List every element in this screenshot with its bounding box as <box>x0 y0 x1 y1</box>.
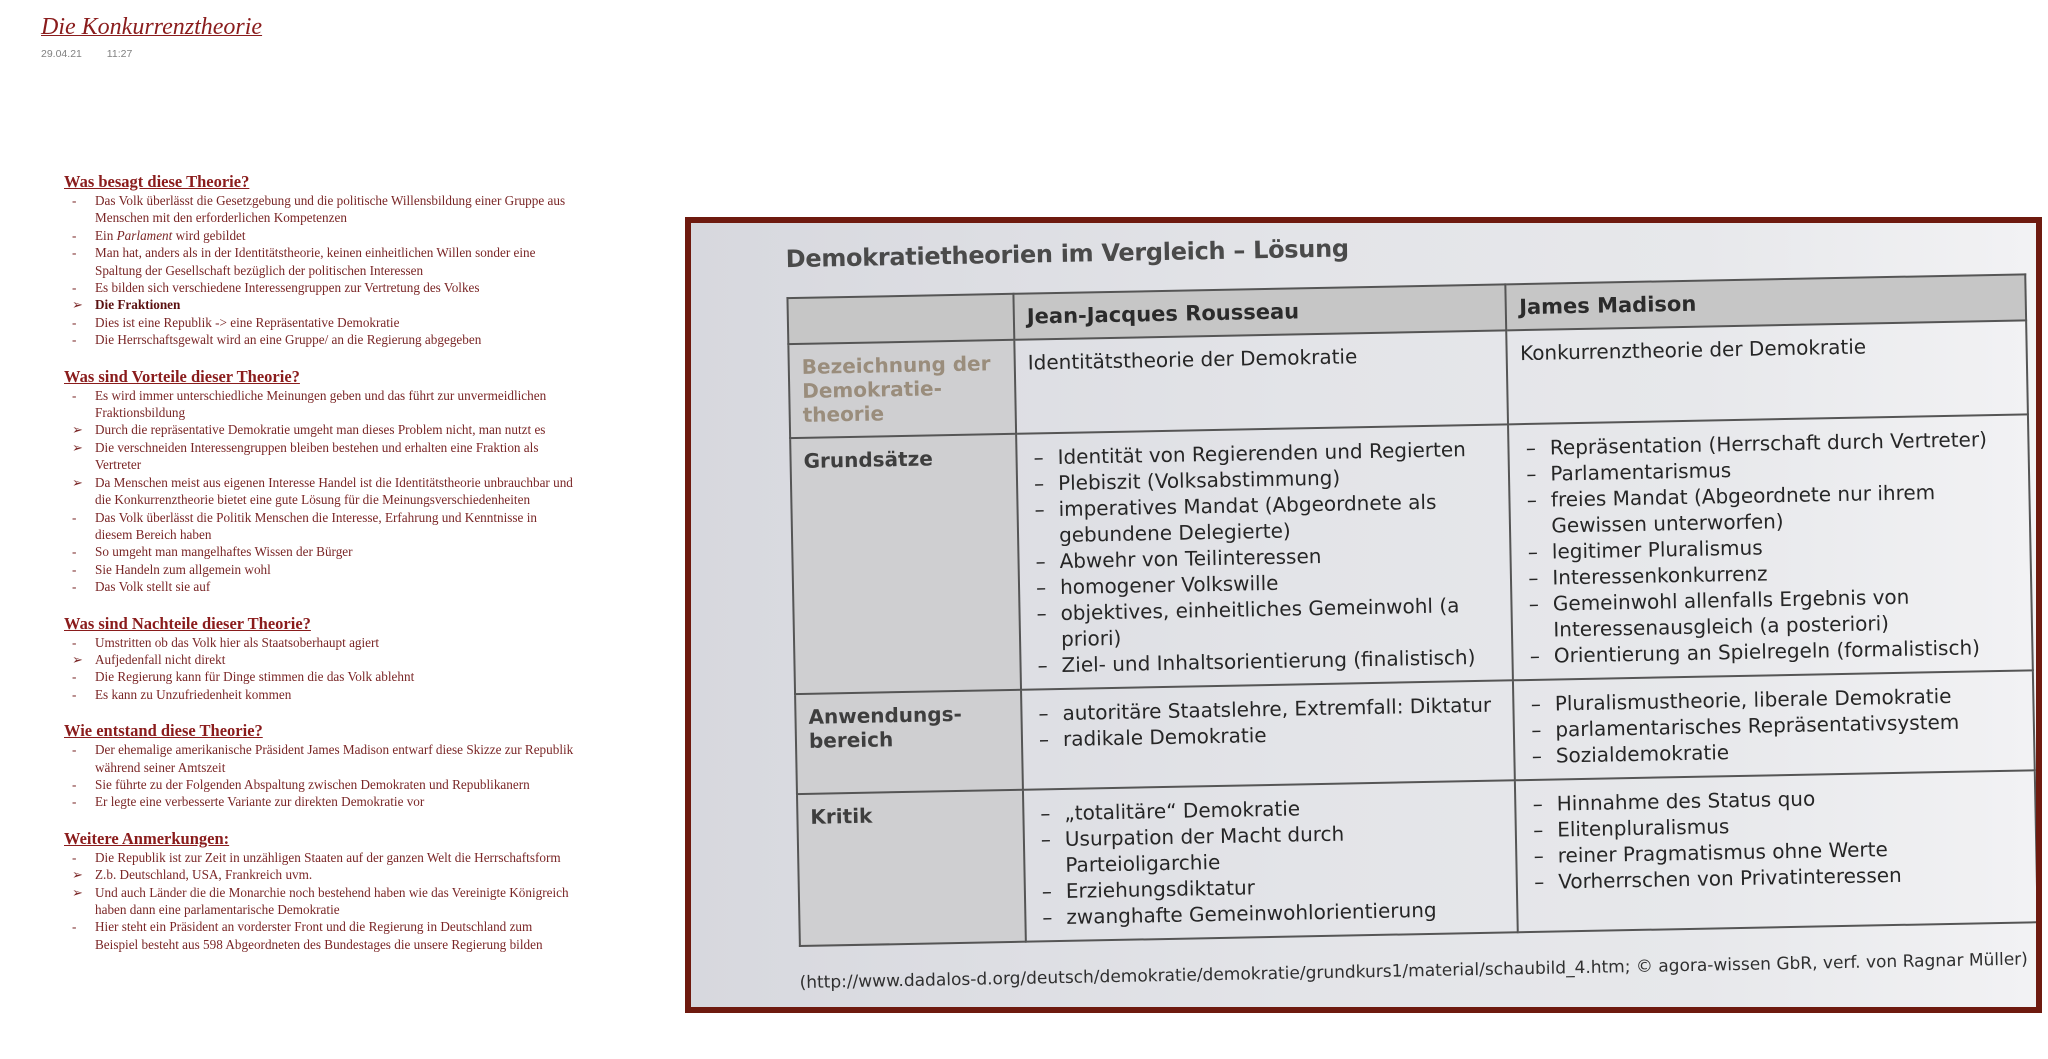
cell-list-item: – Ziel- und Inhaltsorientierung (finalistisch) <box>1033 644 1500 679</box>
section-list <box>64 741 574 811</box>
dash-bullet: - <box>72 849 77 865</box>
dash-bullet: - <box>72 686 77 702</box>
list-item-text: Dies ist eine Republik -> eine Repräsentative Demokratie <box>95 314 400 330</box>
list-item <box>64 668 574 685</box>
notes-section <box>64 829 574 953</box>
page-title: Die Konkurrenztheorie <box>41 14 263 40</box>
list-item-text: Aufjedenfall nicht direkt <box>95 651 226 667</box>
arrow-bullet-icon: ➢ <box>72 439 84 455</box>
arrow-bullet-icon: ➢ <box>72 297 84 313</box>
cell-list <box>1527 682 2022 769</box>
dash-bullet: - <box>72 579 77 595</box>
emphasis: Parlament <box>116 227 173 243</box>
list-item-text: Die Fraktionen <box>95 297 181 313</box>
section-list <box>64 849 574 953</box>
list-item <box>64 578 574 595</box>
row-label: Anwendungs-bereich <box>795 690 1023 794</box>
notes-section <box>64 367 574 596</box>
list-item <box>64 509 574 544</box>
list-item <box>64 866 574 883</box>
cell-rousseau <box>1021 680 1515 789</box>
list-item-text: Die Herrschaftsgewalt wird an eine Gruppe/ an die Regierung abgegeben <box>95 332 482 348</box>
dash-bullet: - <box>72 561 77 577</box>
dash-bullet: - <box>72 227 77 243</box>
list-item-text: Die Republik ist zur Zeit in unzähligen Staaten auf der ganzen Welt die Herrschaftsform <box>95 849 561 865</box>
list-item-text: Er legte eine verbesserte Variante zur direkten Demokratie vor <box>95 794 425 810</box>
row-label: Grundsätze <box>790 434 1021 694</box>
list-item <box>64 651 574 668</box>
photo-source: (http://www.dadalos-d.org/deutsch/demokratie/demokratie/grundkurs1/material/schaubild_4.htm; © agora-wissen GbR, verf. von Ragnar Müller) <box>799 949 2029 994</box>
dash-bullet: - <box>72 669 77 685</box>
section-heading: Weitere Anmerkungen: <box>64 828 230 848</box>
photo-content <box>691 217 2042 1007</box>
cell-list-item: – „totalitäre“ Demokratie <box>1036 792 1503 827</box>
section-heading: Was besagt diese Theorie? <box>64 172 250 191</box>
page-meta <box>41 48 154 60</box>
dash-bullet: - <box>72 332 77 348</box>
cell-list-item: – Plebiszit (Volksabstimmung) <box>1030 462 1497 497</box>
arrow-bullet-icon: ➢ <box>72 884 84 900</box>
dash-bullet: - <box>72 314 77 330</box>
list-item <box>64 244 574 279</box>
list-item <box>64 561 574 578</box>
row-label: Kritik <box>797 790 1026 946</box>
comparison-table <box>786 273 2038 947</box>
cell-list-item: – Elitenpluralismus <box>1529 808 2023 843</box>
cell-text: Konkurrenztheorie der Demokratie <box>1519 334 1867 366</box>
cell-list-item: – zwanghafte Gemeinwohlorientierung <box>1038 896 1505 931</box>
table-header-madison: James Madison <box>1506 274 2026 330</box>
list-item-text: Es kann zu Unzufriedenheit kommen <box>95 686 292 702</box>
table-header-rousseau: Jean-Jacques Rousseau <box>1013 284 1506 339</box>
photo-title: Demokratietheorien im Vergleich – Lösung <box>785 234 1349 274</box>
section-heading: Was sind Vorteile dieser Theorie? <box>64 366 300 386</box>
list-item <box>64 421 574 438</box>
cell-list-item: – Gemeinwohl allenfalls Ergebnis von Interessenausgleich (a posteriori) <box>1525 582 2019 643</box>
list-item <box>64 849 574 866</box>
list-item <box>64 918 574 953</box>
arrow-bullet-icon: ➢ <box>72 422 84 438</box>
row-label: Bezeichnung der Demokratie-theorie <box>788 340 1016 438</box>
list-item <box>64 741 574 776</box>
dash-bullet: - <box>72 509 77 525</box>
list-item <box>64 884 574 919</box>
list-item-text: Es wird immer unterschiedliche Meinungen geben und das führt zur unvermeidlichen Fraktionsbildung <box>95 387 547 421</box>
notes-section <box>64 721 574 811</box>
list-item <box>64 387 574 422</box>
cell-rousseau <box>1016 424 1513 689</box>
section-heading: Wie entstand diese Theorie? <box>64 721 263 741</box>
cell-list-item: – Identität von Regierenden und Regierten <box>1029 436 1496 471</box>
table-row <box>797 770 2038 946</box>
list-item-text: Die verschneiden Interessengruppen bleiben bestehen und erhalten eine Fraktion als Vertreter <box>95 439 539 473</box>
cell-list-item: – objektives, einheitliches Gemeinwohl (a priori) <box>1032 592 1499 653</box>
list-item-text: Umstritten ob das Volk hier als Staatsoberhaupt agiert <box>95 634 380 650</box>
note-date: 29.04.21 <box>41 48 82 60</box>
list-item <box>64 192 574 227</box>
cell-madison <box>1507 320 2028 424</box>
list-item <box>64 543 574 560</box>
cell-list <box>1522 426 2020 669</box>
dash-bullet: - <box>72 776 77 792</box>
list-item <box>64 634 574 651</box>
table-row <box>790 414 2033 694</box>
cell-list-item: – Vorherrschen von Privatinteressen <box>1530 860 2024 895</box>
list-item <box>64 474 574 509</box>
photo-frame <box>685 217 2042 1013</box>
list-item-text: Hier steht ein Präsident an vorderster Front und die Regierung in Deutschland zum Beispiel besteht aus 598 Abgeordneten des Bundestages die unsere Regierung bilden <box>95 919 543 952</box>
cell-rousseau <box>1023 780 1518 941</box>
list-item-text: Ein Parlament wird gebildet <box>95 227 246 243</box>
list-item-text: Das Volk überlässt die Politik Menschen die Interesse, Erfahrung und Kenntnisse in diesem Bereich haben <box>95 509 537 542</box>
list-item <box>64 776 574 793</box>
list-item <box>64 279 574 296</box>
arrow-bullet-icon: ➢ <box>72 474 84 490</box>
dash-bullet: - <box>72 280 77 296</box>
list-item <box>64 227 574 244</box>
list-item-text: Es bilden sich verschiedene Interessengruppen zur Vertretung des Volkes <box>95 280 480 296</box>
table-header-empty <box>787 294 1014 344</box>
notes-section <box>64 614 574 704</box>
section-heading: Was sind Nachteile dieser Theorie? <box>64 613 311 633</box>
cell-madison <box>1515 770 2037 932</box>
list-item-text: Durch die repräsentative Demokratie umgeht man dieses Problem nicht, man nutzt es <box>95 422 546 438</box>
cell-list-item: – Sozialdemokratie <box>1528 734 2022 769</box>
cell-list-item: – homogener Volkswille <box>1032 566 1499 601</box>
section-list <box>64 634 574 704</box>
cell-list <box>1029 436 1500 679</box>
arrow-bullet-icon: ➢ <box>72 651 84 667</box>
dash-bullet: - <box>72 193 77 208</box>
dash-bullet: - <box>72 742 77 758</box>
cell-rousseau <box>1014 330 1508 433</box>
list-item-text: Das Volk überlässt die Gesetzgebung und die politische Willensbildung einer Gruppe aus Menschen mit den erforderlichen Kompetenzen <box>95 193 566 226</box>
section-list <box>64 192 574 349</box>
list-item-text: So umgeht man mangelhaftes Wissen der Bürger <box>95 544 353 560</box>
list-item-text: Und auch Länder die die Monarchie noch bestehend haben wie das Vereinigte Königreich haben dann eine parlamentarische Demokratie <box>95 884 569 917</box>
dash-bullet: - <box>72 544 77 560</box>
notes-section <box>64 172 574 349</box>
cell-list-item: – freies Mandat (Abgeordnete nur ihrem Gewissen unterworfen) <box>1523 478 2017 539</box>
cell-madison <box>1513 670 2034 780</box>
cell-list-item: – Usurpation der Macht durch Parteioligarchie <box>1037 818 1504 879</box>
cell-list-item: – parlamentarisches Repräsentativsystem <box>1527 708 2021 743</box>
list-item-text: Die Regierung kann für Dinge stimmen die das Volk ablehnt <box>95 669 415 685</box>
cell-list-item: – Orientierung an Spielregeln (formalistisch) <box>1526 634 2020 669</box>
list-item-text: Das Volk stellt sie auf <box>95 579 211 595</box>
section-list <box>64 387 574 596</box>
cell-list-item: – Hinnahme des Status quo <box>1528 782 2022 817</box>
cell-list-item: – autoritäre Staatslehre, Extremfall: Diktatur <box>1034 692 1501 727</box>
dash-bullet: - <box>72 794 77 810</box>
cell-text: Identitätstheorie der Demokratie <box>1027 344 1358 375</box>
list-item <box>64 793 574 810</box>
cell-list-item: – radikale Demokratie <box>1035 718 1502 753</box>
note-time: 11:27 <box>106 48 133 60</box>
cell-list-item: – Interessenkonkurrenz <box>1524 556 2018 591</box>
cell-list-item: – reiner Pragmatismus ohne Werte <box>1529 834 2023 869</box>
cell-list-item: – Pluralismustheorie, liberale Demokratie <box>1527 682 2021 717</box>
dash-bullet: - <box>72 634 77 650</box>
cell-list <box>1528 782 2023 895</box>
dash-bullet: - <box>72 387 77 403</box>
cell-list-item: – Repräsentation (Herrschaft durch Vertreter) <box>1522 426 2016 461</box>
dash-bullet: - <box>72 245 77 261</box>
list-item <box>64 296 574 313</box>
cell-list <box>1034 692 1501 753</box>
list-item <box>64 439 574 474</box>
cell-list-item: – imperatives Mandat (Abgeordnete als gebundene Delegierte) <box>1030 488 1497 549</box>
list-item <box>64 331 574 348</box>
cell-list-item: – Parlamentarismus <box>1522 452 2016 487</box>
cell-list <box>1036 792 1505 931</box>
list-item-text: Sie führte zu der Folgenden Abspaltung zwischen Demokraten und Republikanern <box>95 776 530 792</box>
list-item-text: Man hat, anders als in der Identitätstheorie, keinen einheitlichen Willen sonder eine Spaltung der Gesellschaft bezüglich der politischen Interessen <box>95 245 536 278</box>
notes-column <box>64 172 574 971</box>
dash-bullet: - <box>72 919 77 935</box>
cell-list-item: – Abwehr von Teilinteressen <box>1031 540 1498 575</box>
list-item-text: Der ehemalige amerikanische Präsident James Madison entwarf diese Skizze zur Republik während seiner Amtszeit <box>95 742 574 775</box>
list-item-text: Da Menschen meist aus eigenen Interesse Handel ist die Identitätstheorie unbrauchbar und die Konkurrenztheorie bietet eine gute Lösung für die Meinungsverschiedenheiten <box>95 474 573 508</box>
list-item-text: Sie Handeln zum allgemein wohl <box>95 561 271 577</box>
list-item-text: Z.b. Deutschland, USA, Frankreich uvm. <box>95 867 313 883</box>
arrow-bullet-icon: ➢ <box>72 867 84 883</box>
cell-madison <box>1508 414 2032 680</box>
list-item <box>64 314 574 331</box>
cell-list-item: – legitimer Pluralismus <box>1524 530 2018 565</box>
list-item <box>64 686 574 703</box>
cell-list-item: – Erziehungsdiktatur <box>1038 870 1505 905</box>
